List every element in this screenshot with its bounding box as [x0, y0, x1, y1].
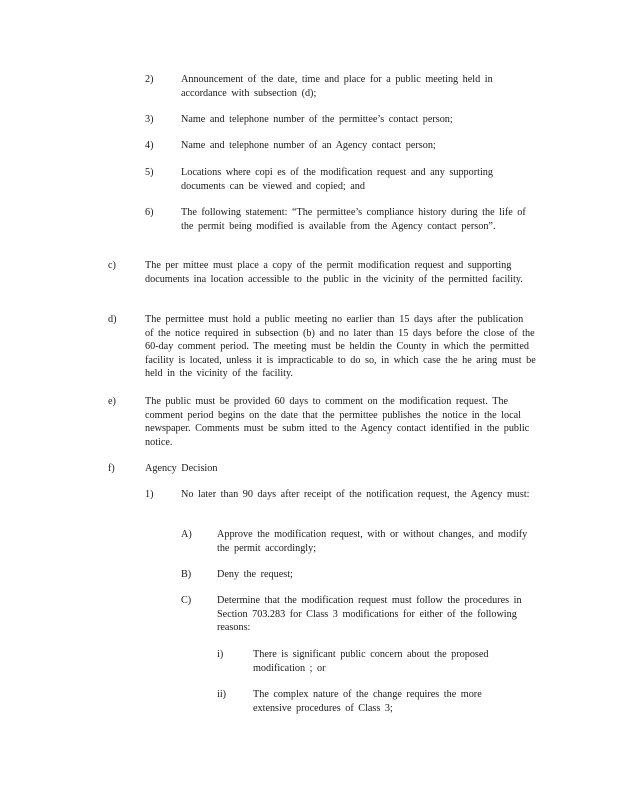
item-text: Determine that the modification request must follow the procedures in Section 703.283 for Class 3 modifications for either of the following reasons: — [217, 595, 522, 633]
subsection-label: d) — [108, 314, 117, 325]
subsection-label: e) — [108, 396, 116, 407]
subsection-text: The per mittee must place a copy of the permit modification request and supporting documents ina location accessible to the public in the vicinity of the permitted facility. — [145, 260, 523, 285]
item-text: There is significant public concern about the proposed modification ; or — [253, 649, 489, 674]
item-text: The following statement: “The permittee’s compliance history during the life of the permit being modified is available from the Agency contact person”. — [181, 207, 526, 232]
item-text: Name and telephone number of the permittee’s contact person; — [181, 114, 453, 125]
subsection-label: c) — [108, 260, 116, 271]
item-text: Name and telephone number of an Agency contact person; — [181, 140, 436, 151]
item-text: The complex nature of the change requires the more extensive procedures of Class 3; — [253, 689, 482, 714]
item-label: 1) — [145, 489, 154, 500]
item-text: No later than 90 days after receipt of the notification request, the Agency must: — [181, 489, 530, 500]
subsection-text: The public must be provided 60 days to comment on the modification request. The comment period begins on the date that the permittee publishes the notice in the local newspaper. Comments must be subm itted to the Agency contact identified in the public notice. — [145, 396, 530, 448]
item-label: B) — [181, 569, 192, 580]
item-label: A) — [181, 529, 192, 540]
item-text: Locations where copi es of the modification request and any supporting documents can be viewed and copied; and — [181, 167, 493, 192]
item-label: 4) — [145, 140, 154, 151]
item-label: 5) — [145, 167, 154, 178]
item-label: 3) — [145, 114, 154, 125]
item-text: Announcement of the date, time and place for a public meeting held in accordance with subsection (d); — [181, 74, 493, 99]
item-label: 2) — [145, 74, 154, 85]
item-label: i) — [217, 649, 224, 660]
subsection-text: The permittee must hold a public meeting no earlier than 15 days after the publication of the notice required in subsection (b) and no later than 15 days before the close of the 60-day comment period. The meeting must be heldin the County in which the permitted facility is located, unless it is impracticable to do so, in which case the he aring must be held in the vicinity of the facility. — [145, 314, 536, 379]
subsection-label: f) — [108, 463, 115, 474]
item-text: Deny the request; — [217, 569, 293, 580]
item-label: C) — [181, 595, 192, 606]
subsection-heading: Agency Decision — [145, 463, 218, 474]
item-label: ii) — [217, 689, 227, 700]
item-label: 6) — [145, 207, 154, 218]
item-text: Approve the modification request, with or without changes, and modify the permit accordingly; — [217, 529, 528, 554]
